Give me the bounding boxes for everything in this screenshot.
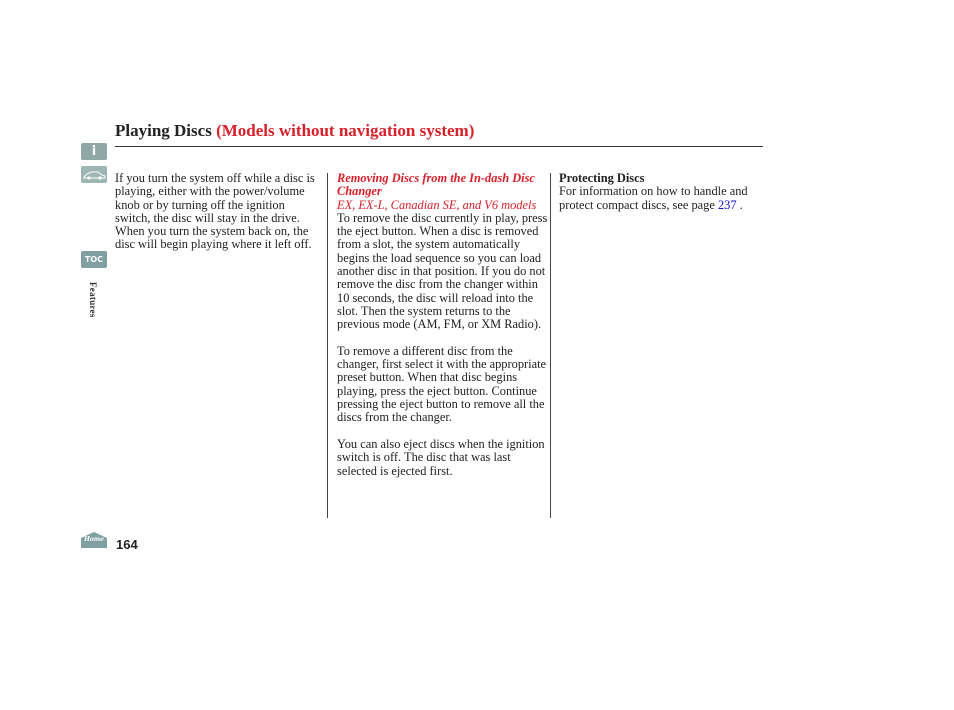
subsection-heading: Protecting Discs [559,171,645,185]
body-paragraph [559,185,759,212]
home-button[interactable] [80,531,108,549]
column-2 [337,172,549,478]
title-divider [115,146,763,147]
body-paragraph: To remove a different disc from the changer, first select it with the appropriate preset button. When that disc begins playing, press the eject button. Continue pressing the eject button to remove all the discs from the changer. [337,343,547,425]
subsection-heading: Removing Discs from the In-dash Disc Changer [337,171,535,199]
home-label: Home [84,536,104,543]
car-icon [81,166,107,183]
body-paragraph: To remove the disc currently in play, press the eject button. When a disc is removed from a slot, the system automatically begins the load sequence so you can load another disc in that position. If you do not remove the disc from the changer within 10 seconds, the disc will reload into the slot. Then the system returns to the previous mode (AM, FM, or XM Radio). [337,210,548,332]
toc-button[interactable] [81,251,107,268]
body-paragraph: If you turn the system off while a disc is playing, either with the power/volume knob or by turning off the ignition switch, the disc will stay in the drive. When you turn the system back on, the disc will begin playing where it left off. [115,171,315,252]
body-paragraph: You can also eject discs when the ignition switch is off. The disc that was last selected is ejected first. [337,436,545,478]
toc-label: TOC [84,255,104,264]
section-tab-features: Features [88,282,98,318]
column-1 [115,172,317,252]
car-button[interactable] [81,166,107,183]
page-title-main: Playing Discs [115,121,212,140]
body-text: . [739,197,743,212]
body-text: For information on how to handle and protect compact discs, see page [559,184,748,212]
page-title-sub: (Models without navigation system) [216,121,475,140]
page-link[interactable]: 237 [717,197,737,212]
column-divider [327,173,328,518]
page-number: 164 [116,537,138,552]
column-3 [559,172,759,212]
page-title [115,121,474,141]
info-icon: i [91,144,97,159]
column-divider [550,173,551,518]
model-applicability: EX, EX-L, Canadian SE, and V6 models [337,197,537,212]
info-button[interactable] [81,143,107,160]
